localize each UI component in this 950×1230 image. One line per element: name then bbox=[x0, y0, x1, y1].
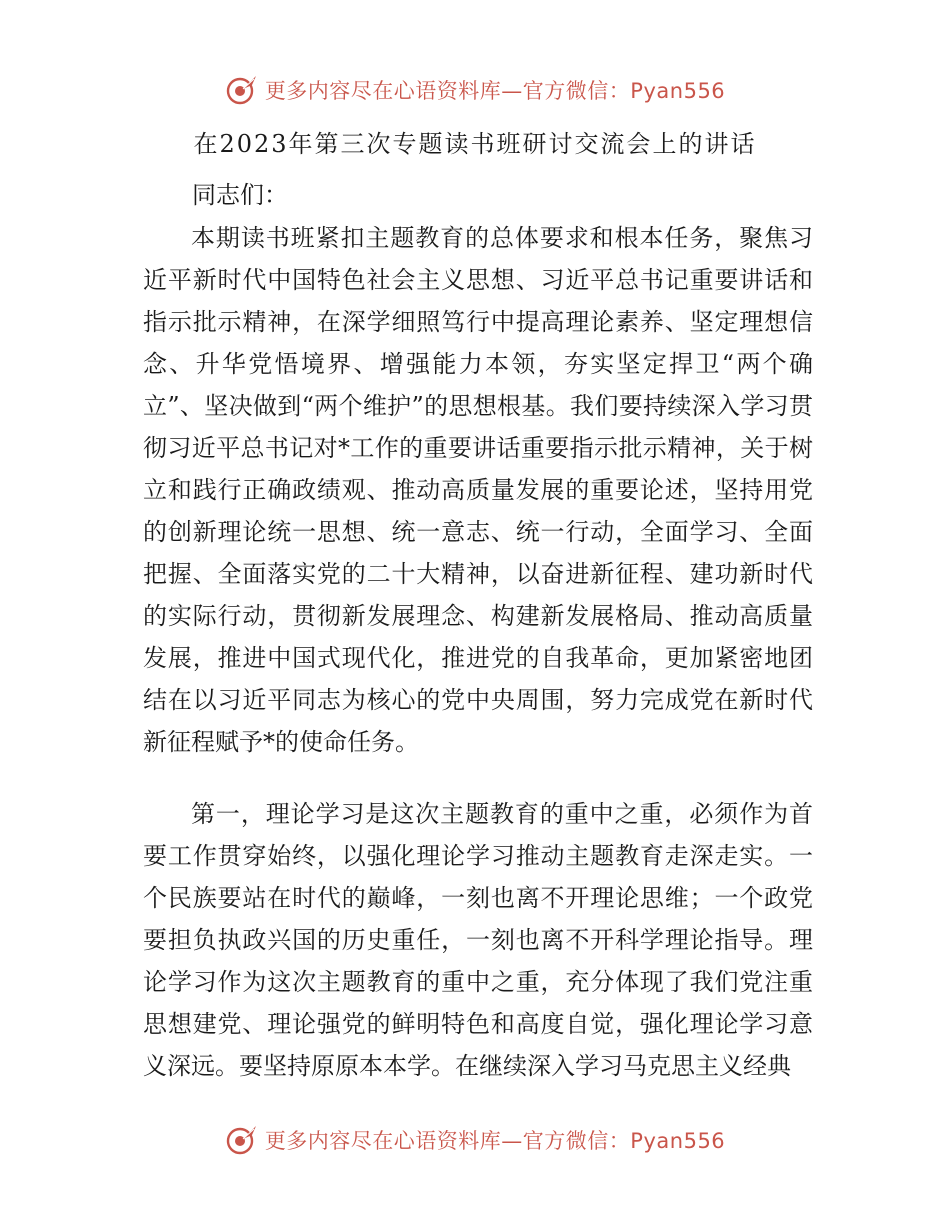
header-banner-text: 更多内容尽在心语资料库—官方微信：Pyan556 bbox=[264, 79, 726, 103]
paragraph-2: 第一，理论学习是这次主题教育的重中之重，必须作为首要工作贯穿始终，以强化理论学习推动主题教育走深走实。一个民族要站在时代的巅峰，一刻也离不开理论思维；一个政党要担负执政兴国的历史重任，一刻也离不开科学理论指导。理论学习作为这次主题教育的重中之重，充分体现了我们党注重思想建党、理论强党的鲜明特色和高度自觉，强化理论学习意义深远。要坚持原原本本学。在继续深入学习马克思主义经典 bbox=[143, 800, 813, 1080]
footer-banner-text: 更多内容尽在心语资料库—官方微信：Pyan556 bbox=[264, 1129, 726, 1153]
header-banner bbox=[0, 70, 950, 110]
salutation: 同志们： bbox=[192, 181, 288, 209]
paragraph-1: 本期读书班紧扣主题教育的总体要求和根本任务，聚焦习近平新时代中国特色社会主义思想、习近平总书记重要讲话和指示批示精神，在深学细照笃行中提高理论素养、坚定理想信念、升华党悟境界、增强能力本领，夯实坚定捍卫“两个确立”、坚决做到“两个维护”的思想根基。我们要持续深入学习贯彻习近平总书记对*工作的重要讲话重要指示批示精神，关于树立和践行正确政绩观、推动高质量发展的重要论述，坚持用党的创新理论统一思想、统一意志、统一行动，全面学习、全面把握、全面落实党的二十大精神，以奋进新征程、建功新时代的实际行动，贯彻新发展理念、构建新发展格局、推动高质量发展，推进中国式现代化，推进党的自我革命，更加紧密地团结在以习近平同志为核心的党中央周围，努力完成党在新时代新征程赋予*的使命任务。 bbox=[143, 224, 813, 756]
feather-pen-logo-icon bbox=[225, 1123, 259, 1157]
feather-pen-logo-icon bbox=[225, 73, 259, 107]
footer-banner bbox=[0, 1120, 950, 1160]
document-title: 在2023年第三次专题读书班研讨交流会上的讲话 bbox=[193, 130, 757, 158]
